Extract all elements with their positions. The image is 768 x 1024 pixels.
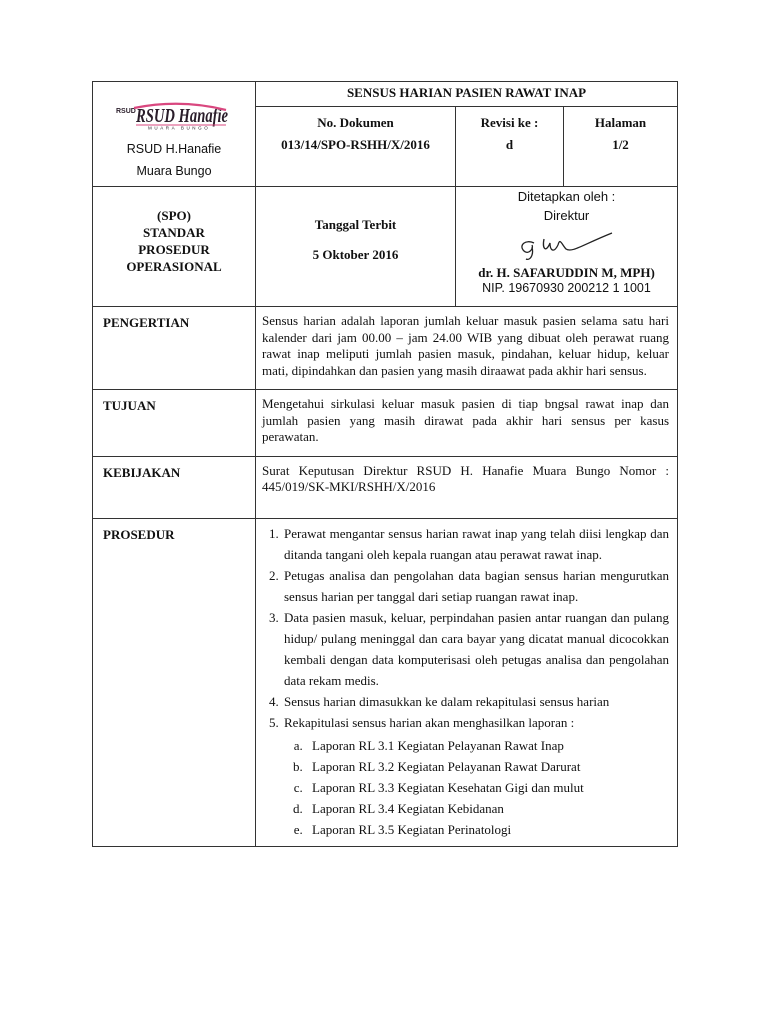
section-label-pengertian: PENGERTIAN <box>93 307 256 390</box>
report-item: b. Laporan RL 3.2 Kegiatan Pelayanan Rawat Darurat <box>306 756 669 777</box>
page-cell <box>564 107 678 187</box>
hospital-logo-icon <box>114 100 234 130</box>
spo-title-cell <box>93 187 256 307</box>
procedure-step: 4. Sensus harian dimasukkan ke dalam rekapitulasi sensus harian <box>282 691 669 712</box>
report-item: a. Laporan RL 3.1 Kegiatan Pelayanan Rawat Inap <box>306 735 669 756</box>
procedure-step: Rekapitulasi sensus harian akan menghasilkan laporan : <box>284 714 575 730</box>
svg-text:RSUD Hanafie: RSUD Hanafie <box>135 105 229 127</box>
section-text-kebijakan: Surat Keputusan Direktur RSUD H. Hanafie Muara Bungo Nomor : 445/019/SK-MKI/RSHH/X/2016 <box>256 456 678 518</box>
revision-cell <box>456 107 564 187</box>
hospital-identity-cell <box>93 82 256 187</box>
issue-date-cell <box>256 187 456 307</box>
signature-mark-icon <box>512 231 622 261</box>
report-item: c. Laporan RL 3.3 Kegiatan Kesehatan Gigi dan mulut <box>306 777 669 798</box>
procedure-step: 1. Perawat mengantar sensus harian rawat inap yang telah diisi lengkap dan ditanda tangani oleh kepala ruangan atau perawat rawat inap. <box>282 523 669 565</box>
section-text-tujuan: Mengetahui sirkulasi keluar masuk pasien di tiap bngsal rawat inap dan jumlah pasien yang masih dirawat pada akhir hari sensus per kasus perawatan. <box>256 390 678 457</box>
approver-nip: NIP. 19670930 200212 1 1001 <box>482 281 651 295</box>
section-label-kebijakan: KEBIJAKAN <box>93 456 256 518</box>
doc-number-label: No. Dokumen <box>317 115 394 130</box>
revision-label: Revisi ke : <box>480 115 539 130</box>
report-item: e. Laporan RL 3.5 Kegiatan Perinatologi <box>306 819 669 840</box>
svg-text:RSUD: RSUD <box>116 108 136 115</box>
section-text-pengertian: Sensus harian adalah laporan jumlah keluar masuk pasien selama satu hari kalender dari jam 00.00 – jam 24.00 WIB yang dibuat oleh perawat ruang rawat inap meliputi jumlah pasien masuk, pindahan, keluar hidup, keluar mati, dipindahkan dan pasien yang masih diraawat pada akhir hari sensus. <box>256 307 678 390</box>
document-title: SENSUS HARIAN PASIEN RAWAT INAP <box>256 82 678 107</box>
approver-position: Direktur <box>543 208 590 223</box>
approval-cell <box>456 187 678 307</box>
section-text-prosedur <box>256 518 678 846</box>
svg-text:MUARA BUNGO: MUARA BUNGO <box>148 125 211 130</box>
spo-line-standar: STANDAR <box>143 225 205 240</box>
report-item: d. Laporan RL 3.4 Kegiatan Kebidanan <box>306 798 669 819</box>
hospital-city: Muara Bungo <box>136 164 212 178</box>
approver-name: dr. H. SAFARUDDIN M, MPH) <box>478 265 655 280</box>
spo-abbrev: (SPO) <box>157 208 191 223</box>
spo-line-prosedur: PROSEDUR <box>138 242 210 257</box>
revision-value: d <box>505 137 514 152</box>
spo-line-operasional: OPERASIONAL <box>126 259 222 274</box>
doc-number-cell <box>256 107 456 187</box>
procedure-step: 3. Data pasien masuk, keluar, perpindahan pasien antar ruangan dan pulang hidup/ pulang meninggal dan cara bayar yang dicatat manual dicocokkan kembali dengan data komputerisasi oleh petugas analisa dan pengolahan data rekam medis. <box>282 607 669 691</box>
procedure-steps-list <box>256 523 677 846</box>
section-label-tujuan: TUJUAN <box>93 390 256 457</box>
doc-number-value: 013/14/SPO-RSHH/X/2016 <box>281 137 430 152</box>
page-value: 1/2 <box>612 137 629 152</box>
procedure-step-with-sublist <box>282 712 669 840</box>
hospital-name: RSUD H.Hanafie <box>126 142 222 156</box>
procedure-step: 2. Petugas analisa dan pengolahan data bagian sensus harian mengurutkan sensus harian per tanggal dari setiap ruangan rawat inap. <box>282 565 669 607</box>
issue-date-label: Tanggal Terbit <box>314 217 397 232</box>
approved-by-label: Ditetapkan oleh : <box>517 189 616 204</box>
spo-document-table <box>92 81 678 847</box>
report-sub-list <box>284 735 669 840</box>
issue-date-value: 5 Oktober 2016 <box>312 247 399 262</box>
page-label: Halaman <box>594 115 647 130</box>
section-label-prosedur: PROSEDUR <box>93 518 256 846</box>
